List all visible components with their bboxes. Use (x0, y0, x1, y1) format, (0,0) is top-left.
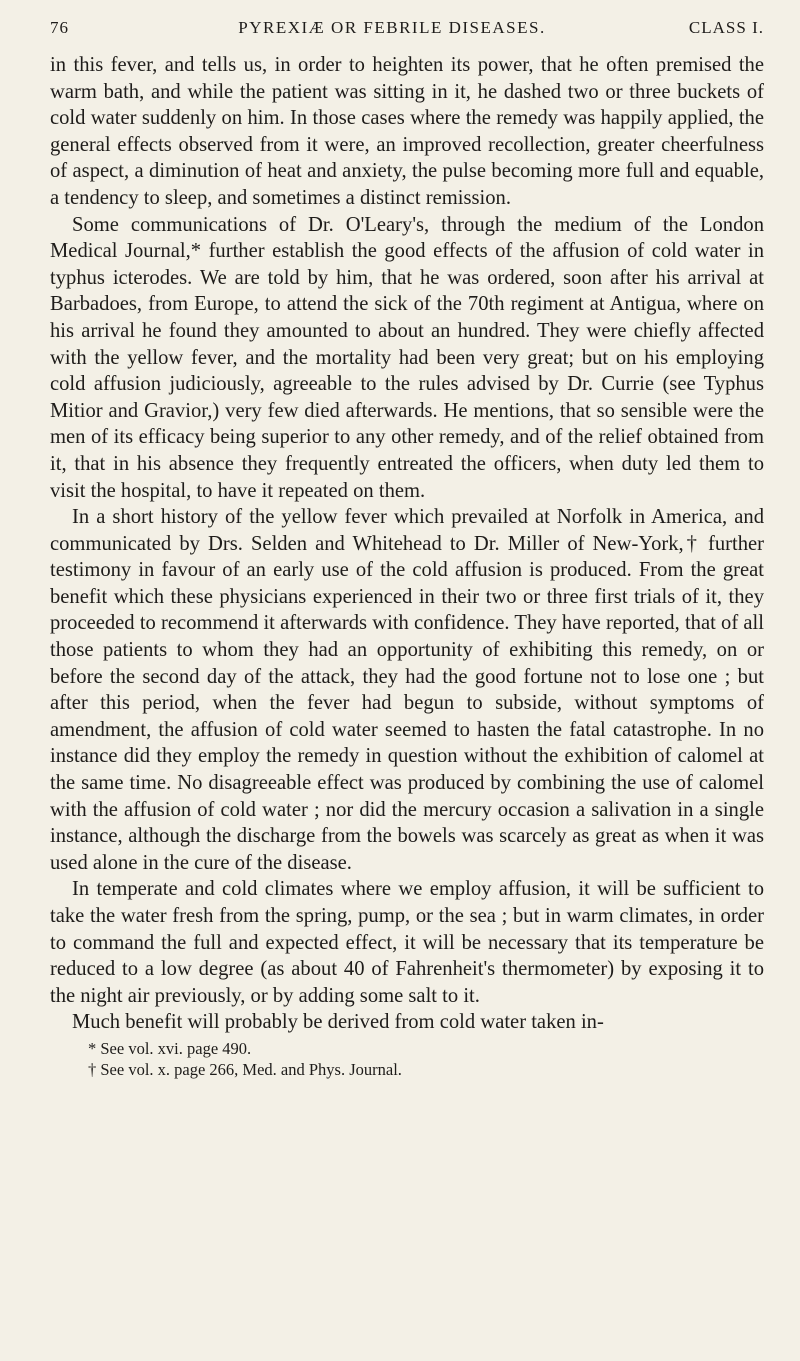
paragraph-5: Much benefit will probably be derived from cold water taken in- (72, 1011, 604, 1034)
running-title: PYREXIÆ OR FEBRILE DISEASES. (238, 18, 546, 37)
class-label: CLASS I. (688, 18, 764, 37)
footnote-2: † See vol. x. page 266, Med. and Phys. Journal. (88, 1059, 402, 1079)
footnotes (50, 1038, 764, 1080)
page-number: 76 (50, 18, 69, 37)
paragraph-4: In temperate and cold climates where we employ affusion, it will be sufficient to take the water fresh from the spring, pump, or the sea ; but in warm climates, in order to command the full and expected effect, it will be necessary that its temperature be reduced to a low degree (as about 40 of Fahrenheit's thermometer) by exposing it to the night air previously, or by adding some salt to it. (50, 878, 764, 1007)
body-text (50, 52, 764, 1036)
paragraph-3: In a short history of the yellow fever which prevailed at Norfolk in America, and communicated by Drs. Selden and Whitehead to Dr. Miller of New-York,† further testimony in favour of an early use of the cold affusion is produced. From the great benefit which these physicians experienced in their two or three first trials of it, they proceeded to recommend it afterwards with confidence. They have reported, that of all those patients to whom they had an opportunity of exhibiting this remedy, on or before the second day of the attack, they had the good fortune not to lose one ; but after this period, when the fever had begun to subside, without symptoms of amendment, the affusion of cold water seemed to hasten the fatal catastrophe. In no instance did they employ the remedy in question without the exhibition of calomel at the same time. No disagreeable effect was produced by combining the use of calomel with the affusion of cold water ; nor did the mercury occasion a salivation in a single instance, although the discharge from the bowels was scarcely as great as when it was used alone in the cure of the disease. (50, 506, 764, 874)
paragraph-1: in this fever, and tells us, in order to heighten its power, that he often premised the warm bath, and while the patient was sitting in it, he dashed two or three buckets of cold water suddenly on him. In those cases where the remedy was happily applied, the general effects observed from it were, an improved recollection, greater cheerfulness of aspect, a diminution of heat and anxiety, the pulse becoming more full and equable, a tendency to sleep, and sometimes a distinct remission. (50, 54, 764, 209)
paragraph-2: Some communications of Dr. O'Leary's, through the medium of the London Medical Journal,* further establish the good effects of the affusion of cold water in typhus icterodes. We are told by him, that he was ordered, soon after his arrival at Barbadoes, from Europe, to attend the sick of the 70th regiment at Antigua, where on his arrival he found they amounted to about an hundred. They were chiefly affected with the yellow fever, and the mortality had been very great; but on his employing cold affusion judiciously, agreeable to the rules advised by Dr. Currie (see Typhus Mitior and Gravior,) very few died afterwards. He mentions, that so sensible were the men of its efficacy being superior to any other remedy, and of the relief obtained from it, that in his absence they frequently entreated the officers, when duty led them to visit the hospital, to have it repeated on them. (50, 213, 764, 502)
running-head (50, 18, 764, 52)
footnote-1: * See vol. xvi. page 490. (88, 1038, 252, 1058)
